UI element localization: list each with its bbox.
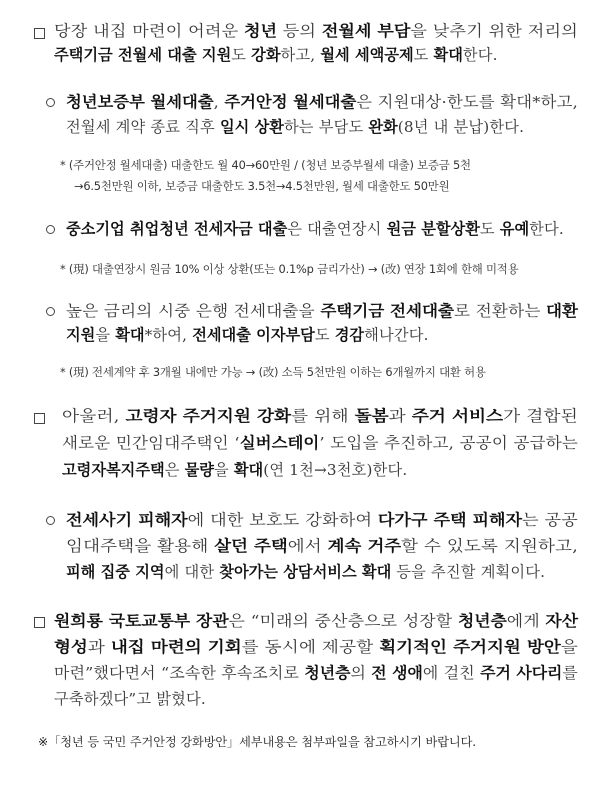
body-text: 에 대한 보호도 강화하여 xyxy=(187,511,378,529)
paragraph-line xyxy=(62,406,578,426)
paragraph-line xyxy=(66,92,578,112)
body-text: 과 xyxy=(388,407,412,425)
body-text: 에게 xyxy=(506,612,546,630)
body-text: 를 위해 xyxy=(291,407,355,425)
emphasis-text: 청년 xyxy=(244,22,278,40)
emphasis-text: 주거 서비스 xyxy=(411,407,504,425)
emphasis-text: 월세 세액공제 xyxy=(320,46,414,64)
paragraph-line xyxy=(66,536,578,556)
emphasis-text: 청년층 xyxy=(457,612,507,630)
paragraph-line xyxy=(54,637,578,657)
emphasis-text: 전세대출 이자부담 xyxy=(192,326,315,344)
body-text: 새로운 민간임대주택인 ‘ xyxy=(62,434,240,452)
emphasis-text: 경감 xyxy=(334,326,365,344)
emphasis-text: 찾아가는 상담서비스 확대 xyxy=(219,563,392,581)
paragraph-line xyxy=(66,117,524,137)
emphasis-text: 일시 상환 xyxy=(219,118,284,136)
body-text: 하는 부담도 xyxy=(283,118,369,136)
emphasis-text: 내집 마련의 기회 xyxy=(110,638,242,656)
emphasis-text: 완화 xyxy=(368,118,398,136)
body-text: 에 걸친 xyxy=(422,664,481,682)
paragraph-line xyxy=(54,689,206,709)
body-text: 도 xyxy=(314,326,335,344)
emphasis-text: 주거 사다리 xyxy=(480,664,563,682)
footnote-line: * (주거안정 월세대출) 대출한도 월 40→60만원 / (청년 보증부월세 대출) 보증금 5천 xyxy=(60,158,471,172)
circle-bullet-icon xyxy=(46,98,55,107)
paragraph-line xyxy=(66,562,545,582)
box-bullet-icon xyxy=(34,413,45,424)
emphasis-text: 피해 집중 지역 xyxy=(66,563,165,581)
body-text: 을 xyxy=(560,638,578,656)
body-text: 을 xyxy=(213,461,234,479)
circle-bullet-icon xyxy=(46,516,55,525)
body-text: 은 xyxy=(164,461,185,479)
body-text: 은 “미래의 중산층으로 성장할 xyxy=(228,612,458,630)
paragraph-line xyxy=(66,510,578,530)
body-text: 등의 xyxy=(277,22,322,40)
emphasis-text: 다가구 주택 피해자 xyxy=(377,511,523,529)
emphasis-text: 원희룡 국토교통부 장관 xyxy=(54,612,229,630)
emphasis-text: 확대 xyxy=(433,46,463,64)
emphasis-text: 대환 xyxy=(546,302,578,320)
emphasis-text: 계속 거주 xyxy=(327,537,402,555)
body-text: 에 대한 xyxy=(164,563,220,581)
emphasis-text: 돌봄 xyxy=(354,407,389,425)
body-text: ’ 도입을 추진하고, 공공이 공급하는 xyxy=(319,434,578,452)
body-text: 높은 금리의 시중 은행 전세대출을 xyxy=(66,302,321,320)
emphasis-text: 살던 주택 xyxy=(214,537,288,555)
paragraph-line xyxy=(66,301,578,321)
circle-bullet-icon xyxy=(46,307,55,316)
body-text: 는 공공 xyxy=(522,511,578,529)
body-text: 도 xyxy=(231,46,252,64)
body-text: (8년 내 분납)한다. xyxy=(397,118,525,136)
body-text: 구축하겠다”고 밝혔다. xyxy=(54,690,206,708)
circle-bullet-icon xyxy=(46,225,55,234)
body-text: 할 수 있도록 지원하고, xyxy=(401,537,578,555)
emphasis-text: 확대 xyxy=(233,461,264,479)
body-text: 전월세 계약 종료 직후 xyxy=(66,118,220,136)
emphasis-text: 고령자 주거지원 강화 xyxy=(125,407,292,425)
body-text: 하고, xyxy=(280,46,321,64)
emphasis-text: 청년보증부 월세대출 xyxy=(66,93,214,111)
paragraph-line xyxy=(62,460,407,480)
emphasis-text: 전월세 부담 xyxy=(321,22,411,40)
emphasis-text: 형성 xyxy=(54,638,88,656)
emphasis-text: 고령자복지주택 xyxy=(62,461,165,479)
paragraph-line xyxy=(54,663,578,683)
body-text: 를 xyxy=(562,664,578,682)
body-text: 마련”했다면서 “조속한 후속조치로 xyxy=(54,664,305,682)
paragraph-line xyxy=(54,21,578,41)
emphasis-text: 원금 분할상환 xyxy=(386,220,480,238)
emphasis-text: 획기적인 주거지원 방안 xyxy=(379,638,561,656)
paragraph-line xyxy=(66,219,564,239)
emphasis-text: 유예 xyxy=(499,220,530,238)
body-text: (연 1천→3천호)한다. xyxy=(263,461,408,479)
box-bullet-icon xyxy=(34,617,45,628)
emphasis-text: 물량 xyxy=(184,461,214,479)
body-text: 을 낮추기 위한 저리의 xyxy=(410,22,578,40)
paragraph-line xyxy=(54,45,498,65)
body-text: 은 대출연장시 xyxy=(287,220,387,238)
body-text: 등을 추진할 계획이다. xyxy=(391,563,546,581)
body-text: 한다. xyxy=(462,46,498,64)
body-text: 임대주택을 활용해 xyxy=(66,537,215,555)
footnote-line: →6.5천만원 이하, 보증금 대출한도 3.5천→4.5천만원, 월세 대출한도 50만원 xyxy=(74,179,450,193)
body-text: 도 xyxy=(413,46,434,64)
footnote-line: * (現) 대출연장시 원금 10% 이상 상환(또는 0.1%p 금리가산) → (改) 연장 1회에 한해 미적용 xyxy=(60,262,519,276)
emphasis-text: 주택기금 전세대출 xyxy=(320,302,455,320)
emphasis-text: 전세사기 피해자 xyxy=(66,511,188,529)
body-text: 을 xyxy=(95,326,116,344)
body-text: 에서 xyxy=(287,537,328,555)
emphasis-text: 확대 xyxy=(115,326,145,344)
emphasis-text: 지원 xyxy=(66,326,96,344)
body-text: 당장 내집 마련이 어려운 xyxy=(54,22,245,40)
body-text: 과 xyxy=(87,638,111,656)
paragraph-line xyxy=(66,325,429,345)
paragraph-line xyxy=(54,611,578,631)
body-text: 한다. xyxy=(529,220,564,238)
body-text: 은 지원대상·한도를 확대*하고, xyxy=(356,93,578,111)
body-text: 를 동시에 제공할 xyxy=(241,638,380,656)
body-text: *하여, xyxy=(144,326,193,344)
body-text: 아울러, xyxy=(62,407,126,425)
footnote-line: * (現) 전세계약 후 3개월 내에만 가능 → (改) 소득 5천만원 이하는 6개월까지 대환 허용 xyxy=(60,365,486,379)
attachment-notice: ※「청년 등 국민 주거안정 강화방안」세부내용은 첨부파일을 참고하시기 바랍니다. xyxy=(38,735,477,749)
body-text: 의 xyxy=(350,664,372,682)
emphasis-text: 주거안정 월세대출 xyxy=(224,93,357,111)
box-bullet-icon xyxy=(34,28,45,39)
paragraph-line xyxy=(62,433,578,453)
body-text: 도 xyxy=(479,220,500,238)
body-text: 가 결합된 xyxy=(503,407,578,425)
emphasis-text: 중소기업 취업청년 전세자금 대출 xyxy=(66,220,288,238)
emphasis-text: 전 생애 xyxy=(371,664,423,682)
body-text: 해나간다. xyxy=(364,326,429,344)
body-text: , xyxy=(213,93,225,111)
emphasis-text: 청년층 xyxy=(304,664,351,682)
body-text: 로 전환하는 xyxy=(454,302,547,320)
emphasis-text: 주택기금 전월세 대출 지원 xyxy=(54,46,232,64)
emphasis-text: 강화 xyxy=(251,46,281,64)
emphasis-text: 자산 xyxy=(545,612,578,630)
emphasis-text: 실버스테이 xyxy=(239,434,320,452)
